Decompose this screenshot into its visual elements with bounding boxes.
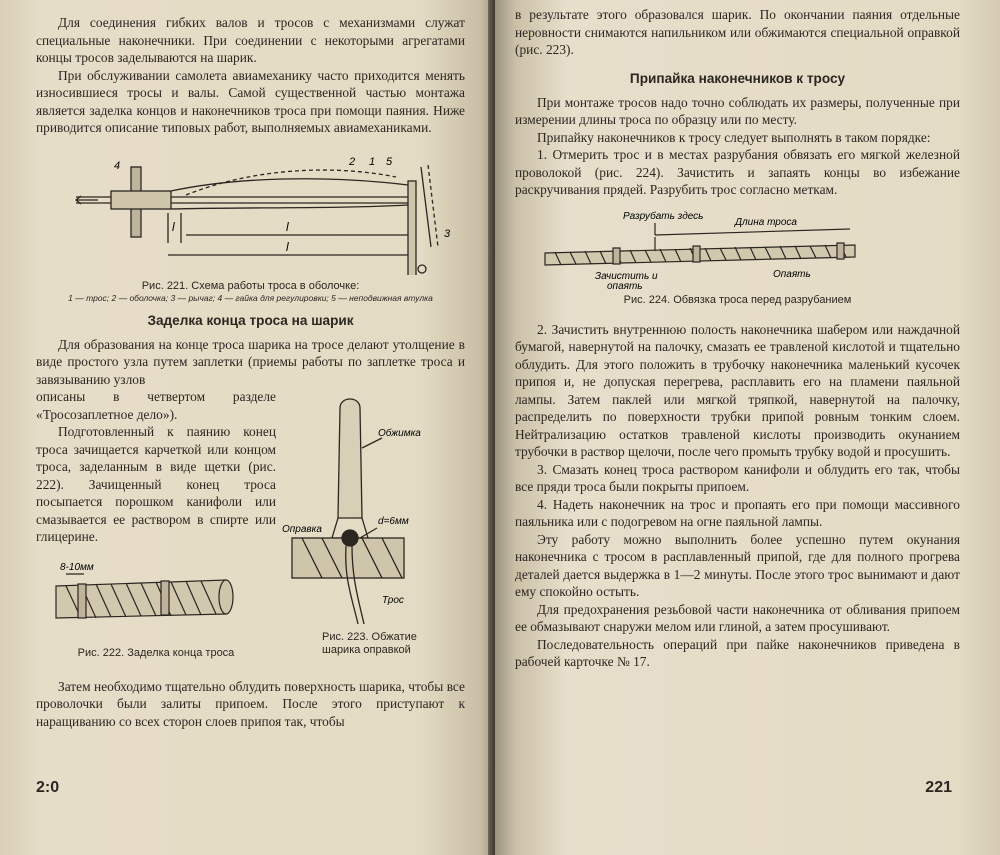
fig223-label-opravka: Оправка [282, 524, 322, 535]
step-4: 4. Надеть наконечник на трос и пропаять его при помощи массивного паяльника или с подогревом на огне паяльной лампы. [515, 496, 960, 529]
figure-222 [36, 556, 276, 660]
fig223-label-obzhimka: Обжимка [378, 428, 421, 439]
fig221-label-2: 2 [349, 155, 356, 168]
paragraph-ball-intro: Для образования на конце троса шарика на тросе делают утолщение в виде простого узла путем заплетки (приемы работы по заплетке троса и завязыванию узлов [36, 336, 465, 387]
left-page-number: 2:0 [36, 779, 60, 796]
fig221-caption: Рис. 221. Схема работы троса в оболочке: [141, 279, 360, 292]
fig221-label-1: 1 [369, 155, 376, 168]
step-2: 2. Зачистить внутреннюю полость наконечника шабером или наждачной бумагой, навернутой на палочку, смазать ее травленой кислотой и тщательно облудить. Для этого положить в трубочку наконечника маленький кусочек припоя и, не допуская перегрева, расплавить его на пламени паяльной лампы. Затем паклей или мягкой тряпкой, навернутой на палочку, распределить по поверхности трубки припой ровным тонким слоем. Нейтрализацию остатков травленой кислоты производить окунанием трубочки в раствор щелочи, после чего промыть трубку водой и просушить. [515, 321, 960, 459]
figure-224 [515, 205, 960, 307]
two-column-section [36, 388, 465, 660]
step-1: 1. Отмерить трос и в местах разрубания обвязать его мягкой железной проволокой (рис. 224). Зачистить и запаять концы во избежание раскручивания прядей. Разрубить трос согласно меткам. [515, 147, 960, 197]
fig223-label-tros: Трос [382, 595, 404, 606]
left-page [0, 0, 495, 855]
fig221-label-5: 5 [386, 155, 393, 168]
right-page [495, 0, 1000, 855]
fig224-caption: Рис. 224. Обвязка троса перед разрубанием [623, 293, 852, 306]
paragraph-ball-continued: описаны в четвертом разделе «Тросозаплетное дело»). [36, 389, 276, 422]
crimping-tool-drawing [282, 388, 462, 626]
paragraph-thread-protection: Для предохранения резьбовой части наконечника от обливания припоем ее обмазывают снаружи мелом или глиной, а затем просушивают. [515, 601, 960, 634]
paragraph-tinning: Затем необходимо тщательно облудить поверхность шарика, чтобы все проволочки были залиты припоем. После этого приступают к наращиванию со всех сторон слоев припоя так, чтобы [36, 678, 465, 729]
fig223-caption: Рис. 223. Обжатие шарика оправкой [322, 631, 417, 656]
fig224-label-length: Длина троса [735, 216, 797, 228]
fig223-label-diameter: d=6мм [378, 516, 409, 527]
paragraph-work-card: Последовательность операций при пайке наконечников приведена в рабочей карточке № 17. [515, 636, 960, 669]
fig221-label-l-mid: l [286, 219, 289, 234]
fig221-label-l-long: l [286, 239, 289, 254]
fig221-label-l-small: l [172, 219, 175, 234]
fig224-label-solder: опаять [607, 280, 643, 289]
heading-tip-soldering: Припайка наконечников к тросу [629, 70, 846, 86]
fig221-label-3: 3 [444, 227, 451, 240]
paragraph-cleaning: Подготовленный к паянию конец троса зачищается карчеткой или концом троса, заделанным в виде щетки (рис. 222). Зачищенный конец троса посыпается порошком канифоли или смазывается ее раствором в спирте или глицерине. [36, 424, 276, 544]
figure-223 [282, 388, 462, 660]
cable-end-drawing [36, 556, 256, 642]
paragraph-maintenance: При обслуживании самолета авиамеханику часто приходится менять износившиеся тросы и валы. Самой существенной частью монтажа является заделка концов и наконечников троса при помощи паяния. Ниже приводится описание типовых работ, выполняемых авиамеханиками. [36, 67, 465, 135]
cable-in-sheath-diagram [36, 147, 456, 275]
fig224-label-clean: Зачистить и [595, 270, 658, 282]
fig222-caption: Рис. 222. Заделка конца троса [77, 646, 235, 659]
paragraph-sizes: При монтаже тросов надо точно соблюдать их размеры, полученные при измерении длины троса по образцу или по месту. [515, 94, 960, 127]
figure-221 [36, 147, 465, 303]
fig221-legend: 1 — трос; 2 — оболочка; 3 — рычаг; 4 — гайка для регулировки; 5 — неподвижная втулка [68, 292, 433, 303]
step-3: 3. Смазать конец троса раствором канифоли и облудить его так, чтобы все пряди троса были покрыты припоем. [515, 461, 960, 494]
heading-cable-ball: Заделка конца троса на шарик [147, 312, 354, 328]
paragraph-dipping: Эту работу можно выполнить более успешно путем окунания наконечника с тросом в расплавленный припой, где для полного прогрева деталей дается выдержка в 1—2 минуты. После этого трос вынимают и дают ему спокойно остыть. [515, 531, 960, 599]
paragraph-intro: Для соединения гибких валов и тросов с механизмами служат специальные наконечники. При соединении с некоторыми агрегатами концы тросов заделываются на шарик. [36, 15, 465, 65]
fig222-dimension: 8-10мм [60, 561, 94, 573]
fig224-label-cut-here: Разрубать здесь [623, 210, 704, 222]
fig224-label-solder-right: Опаять [773, 268, 811, 280]
paragraph-ball-finish: в результате этого образовался шарик. По окончании паяния отдельные неровности снимаются напильником или обжимаются специальной оправкой (рис. 223). [515, 7, 960, 57]
fig221-label-4: 4 [114, 159, 121, 172]
right-page-number: 221 [925, 779, 952, 796]
cable-binding-drawing [515, 205, 955, 289]
paragraph-order: Припайку наконечников к тросу следует выполнять в таком порядке: [537, 129, 931, 145]
